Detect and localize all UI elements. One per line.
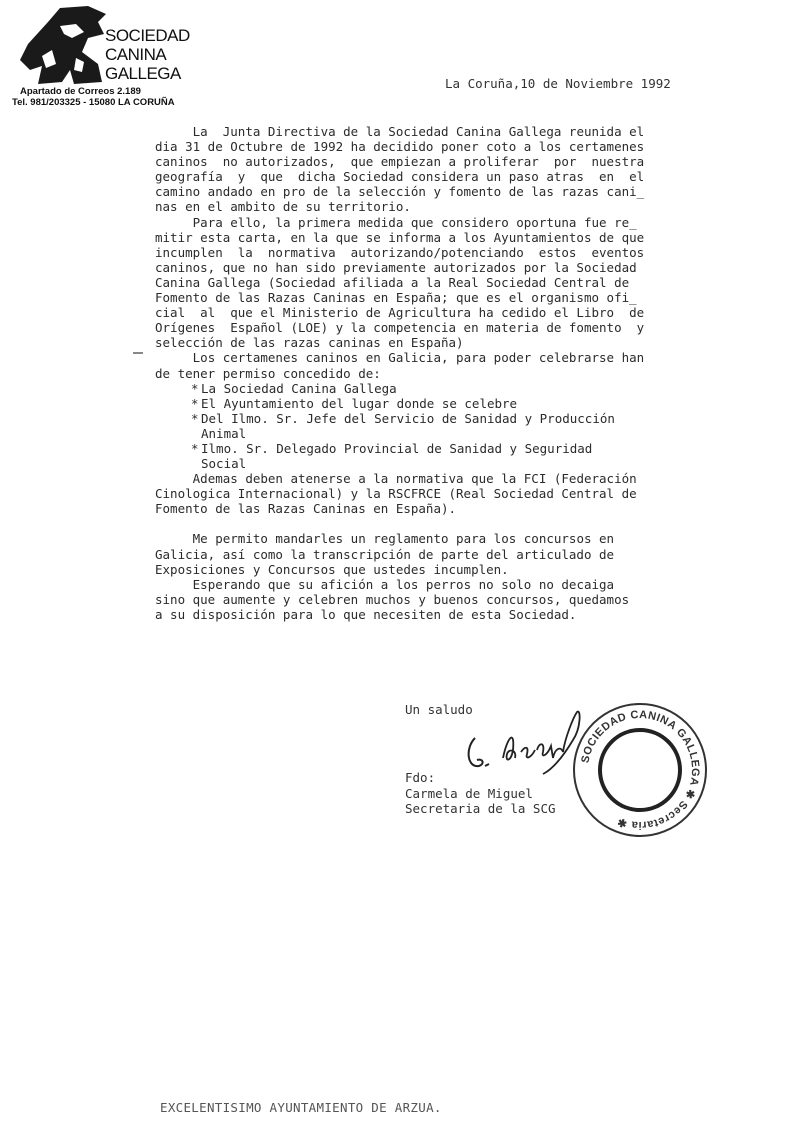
- signer-name: Carmela de Miguel: [405, 785, 533, 801]
- letter-date: La Coruña,10 de Noviembre 1992: [445, 76, 671, 91]
- dog-logo-icon: [18, 4, 108, 88]
- svg-text:SOCIEDAD CANINA GALLEGA ✱ Secr: SOCIEDAD CANINA GALLEGA ✱ Secretaria ✱: [579, 708, 702, 832]
- closing-salutation: Un saludo: [405, 702, 473, 717]
- org-name-line3: GALLEGA: [105, 64, 181, 83]
- list-item: * La Sociedad Canina Gallega: [191, 380, 397, 396]
- list-item: * Ilmo. Sr. Delegado Provincial de Sanidad y Seguridad Social: [191, 440, 593, 472]
- address-line1: Apartado de Correos 2.189: [20, 86, 141, 97]
- signer-title: Secretaria de la SCG: [405, 801, 556, 816]
- stamp-seal-icon: [570, 700, 710, 840]
- address-line2: Tel. 981/203325 - 15080 LA CORUÑA: [12, 97, 175, 108]
- list-item: * Del Ilmo. Sr. Jefe del Servicio de Sanidad y Producción Animal: [191, 410, 615, 441]
- permit-list: [155, 381, 695, 472]
- org-name: [105, 26, 190, 83]
- paragraph-3: Los certamenes caninos en Galicia, para poder celebrarse han de tener permiso concedido de:: [155, 350, 645, 381]
- org-name-line1: SOCIEDAD: [105, 26, 190, 45]
- list-item: * El Ayuntamiento del lugar donde se celebre: [191, 395, 518, 411]
- org-name-line2: CANINA: [105, 45, 167, 64]
- signer-block: [405, 770, 556, 817]
- paragraph-2: Para ello, la primera medida que considero oportuna fue re_ mitir esta carta, en la que se informa a los Ayuntamientos de que incumplen la normativa autorizando/potenciando estos eventos caninos, que no han sido previamente autorizados por la Sociedad Canina Gallega (Sociedad afiliada a la Real Sociedad Central de Fomento de las Razas Caninas en España; que es el organismo ofi_ cial al que el Ministerio de Agricultura ha cedido el Libro de Orígenes Español (LOE) y la competencia en materia de fomento y selección de las razas caninas en España): [155, 214, 645, 351]
- paragraph-4: Ademas deben atenerse a la normativa que la FCI (Federación Cinologica Internacional) y la RSCFRCE (Real Sociedad Central de Fomento de las Razas Caninas en España).: [155, 471, 637, 517]
- paragraph-1: La Junta Directiva de la Sociedad Canina Gallega reunida el dia 31 de Octubre de 1992 ha decidido poner coto a los certamenes caninos no autorizados, que empiezan a proliferar por nuestra geografía y que dicha Sociedad considera un paso atras en el camino andado en pro de la selección y fomento de las razas cani_ nas en el ambito de su territorio.: [155, 124, 645, 215]
- paragraph-5: Me permito mandarles un reglamento para los concursos en Galicia, así como la transcripción de parte del articulado de Exposiciones y Concursos que ustedes incumplen.: [155, 531, 615, 577]
- signer-label: Fdo:: [405, 770, 436, 785]
- paragraph-6: Esperando que su afición a los perros no solo no decaiga sino que aumente y celebren muchos y buenos concursos, quedamos a su disposición para lo que necesiten de esta Sociedad.: [155, 576, 630, 622]
- addressee: EXCELENTISIMO AYUNTAMIENTO DE ARZUA.: [160, 1100, 442, 1115]
- letter-body: [155, 124, 695, 622]
- margin-mark: [133, 352, 143, 354]
- org-address: [12, 86, 175, 108]
